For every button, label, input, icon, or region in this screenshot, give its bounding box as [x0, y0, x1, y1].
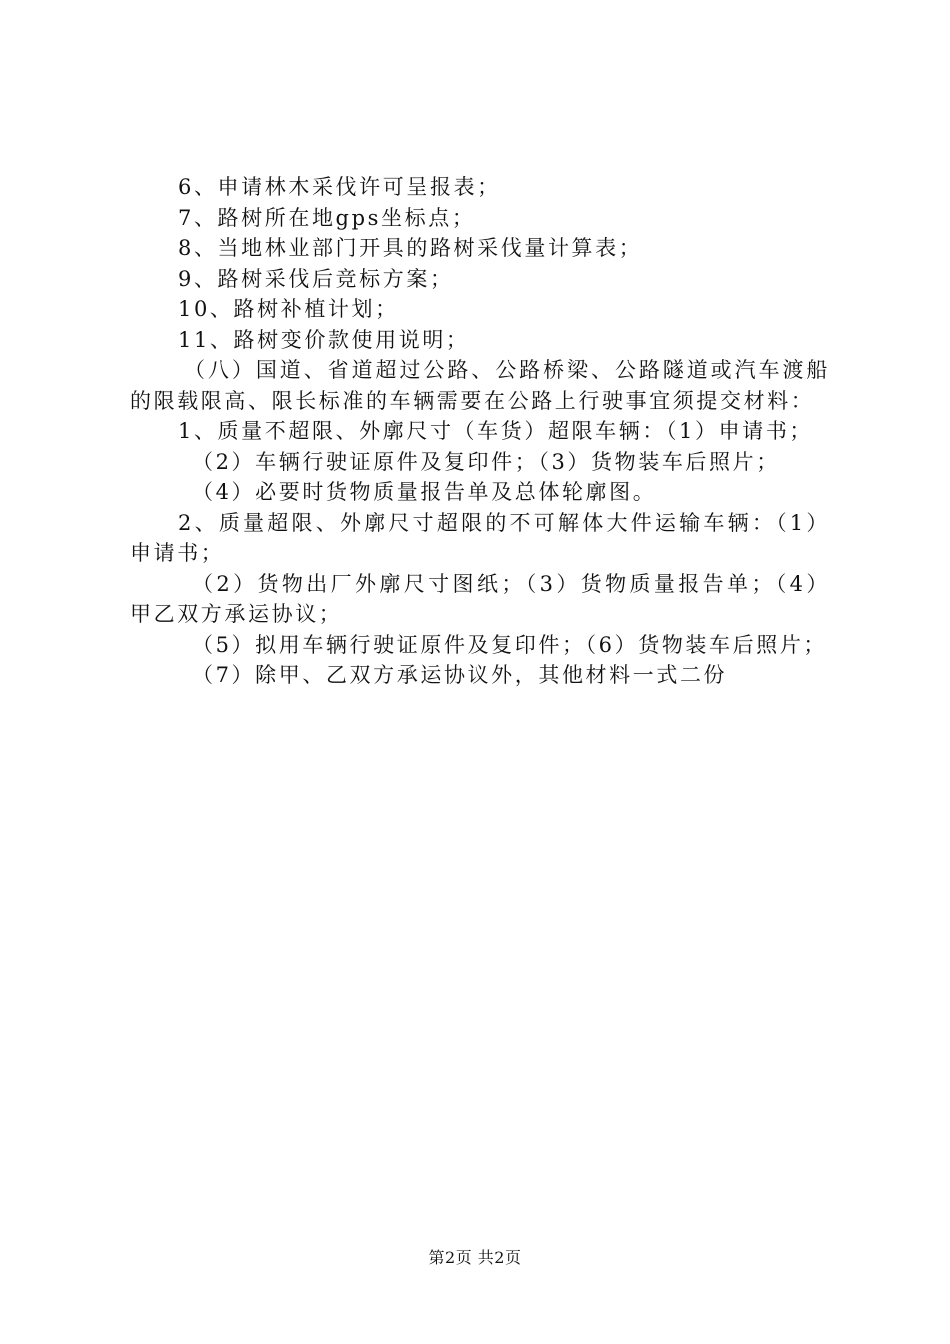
page-footer: 第2页 共2页: [428, 1248, 522, 1267]
list-item: 7、路树所在地gps坐标点；: [178, 205, 476, 230]
list-item: 6、申请林木采伐许可呈报表；: [178, 175, 501, 199]
list-item: 11、路树变价款使用说明；: [178, 327, 470, 352]
paragraph-item-2d: （7）除甲、乙双方承运协议外，其他材料一式二份: [192, 663, 728, 687]
list-item: 8、当地林业部门开具的路树采伐量计算表；: [178, 236, 643, 260]
paragraph-item-2a: 2、质量超限、外廓尺寸超限的不可解体大件运输车辆：（1）申请书；: [130, 510, 830, 565]
paragraph-item-1a: 1、质量不超限、外廓尺寸（车货）超限车辆：（1）申请书；: [178, 419, 814, 443]
document-body: [130, 172, 830, 691]
section-eight-paragraph: （八）国道、省道超过公路、公路桥梁、公路隧道或汽车渡船的限载限高、限长标准的车辆需要在公路上行驶事宜须提交材料：: [130, 358, 830, 413]
list-item: 9、路树采伐后竞标方案；: [178, 266, 454, 291]
paragraph-item-1c: （4）必要时货物质量报告单及总体轮廓图。: [192, 480, 657, 504]
list-item: 10、路树补植计划；: [178, 297, 399, 321]
paragraph-item-2b: （2）货物出厂外廓尺寸图纸；（3）货物质量报告单；（4）甲乙双方承运协议；: [130, 571, 830, 626]
paragraph-item-1b: （2）车辆行驶证原件及复印件；（3）货物装车后照片；: [192, 449, 780, 474]
paragraph-item-2c: （5）拟用车辆行驶证原件及复印件；（6）货物装车后照片；: [192, 632, 828, 657]
